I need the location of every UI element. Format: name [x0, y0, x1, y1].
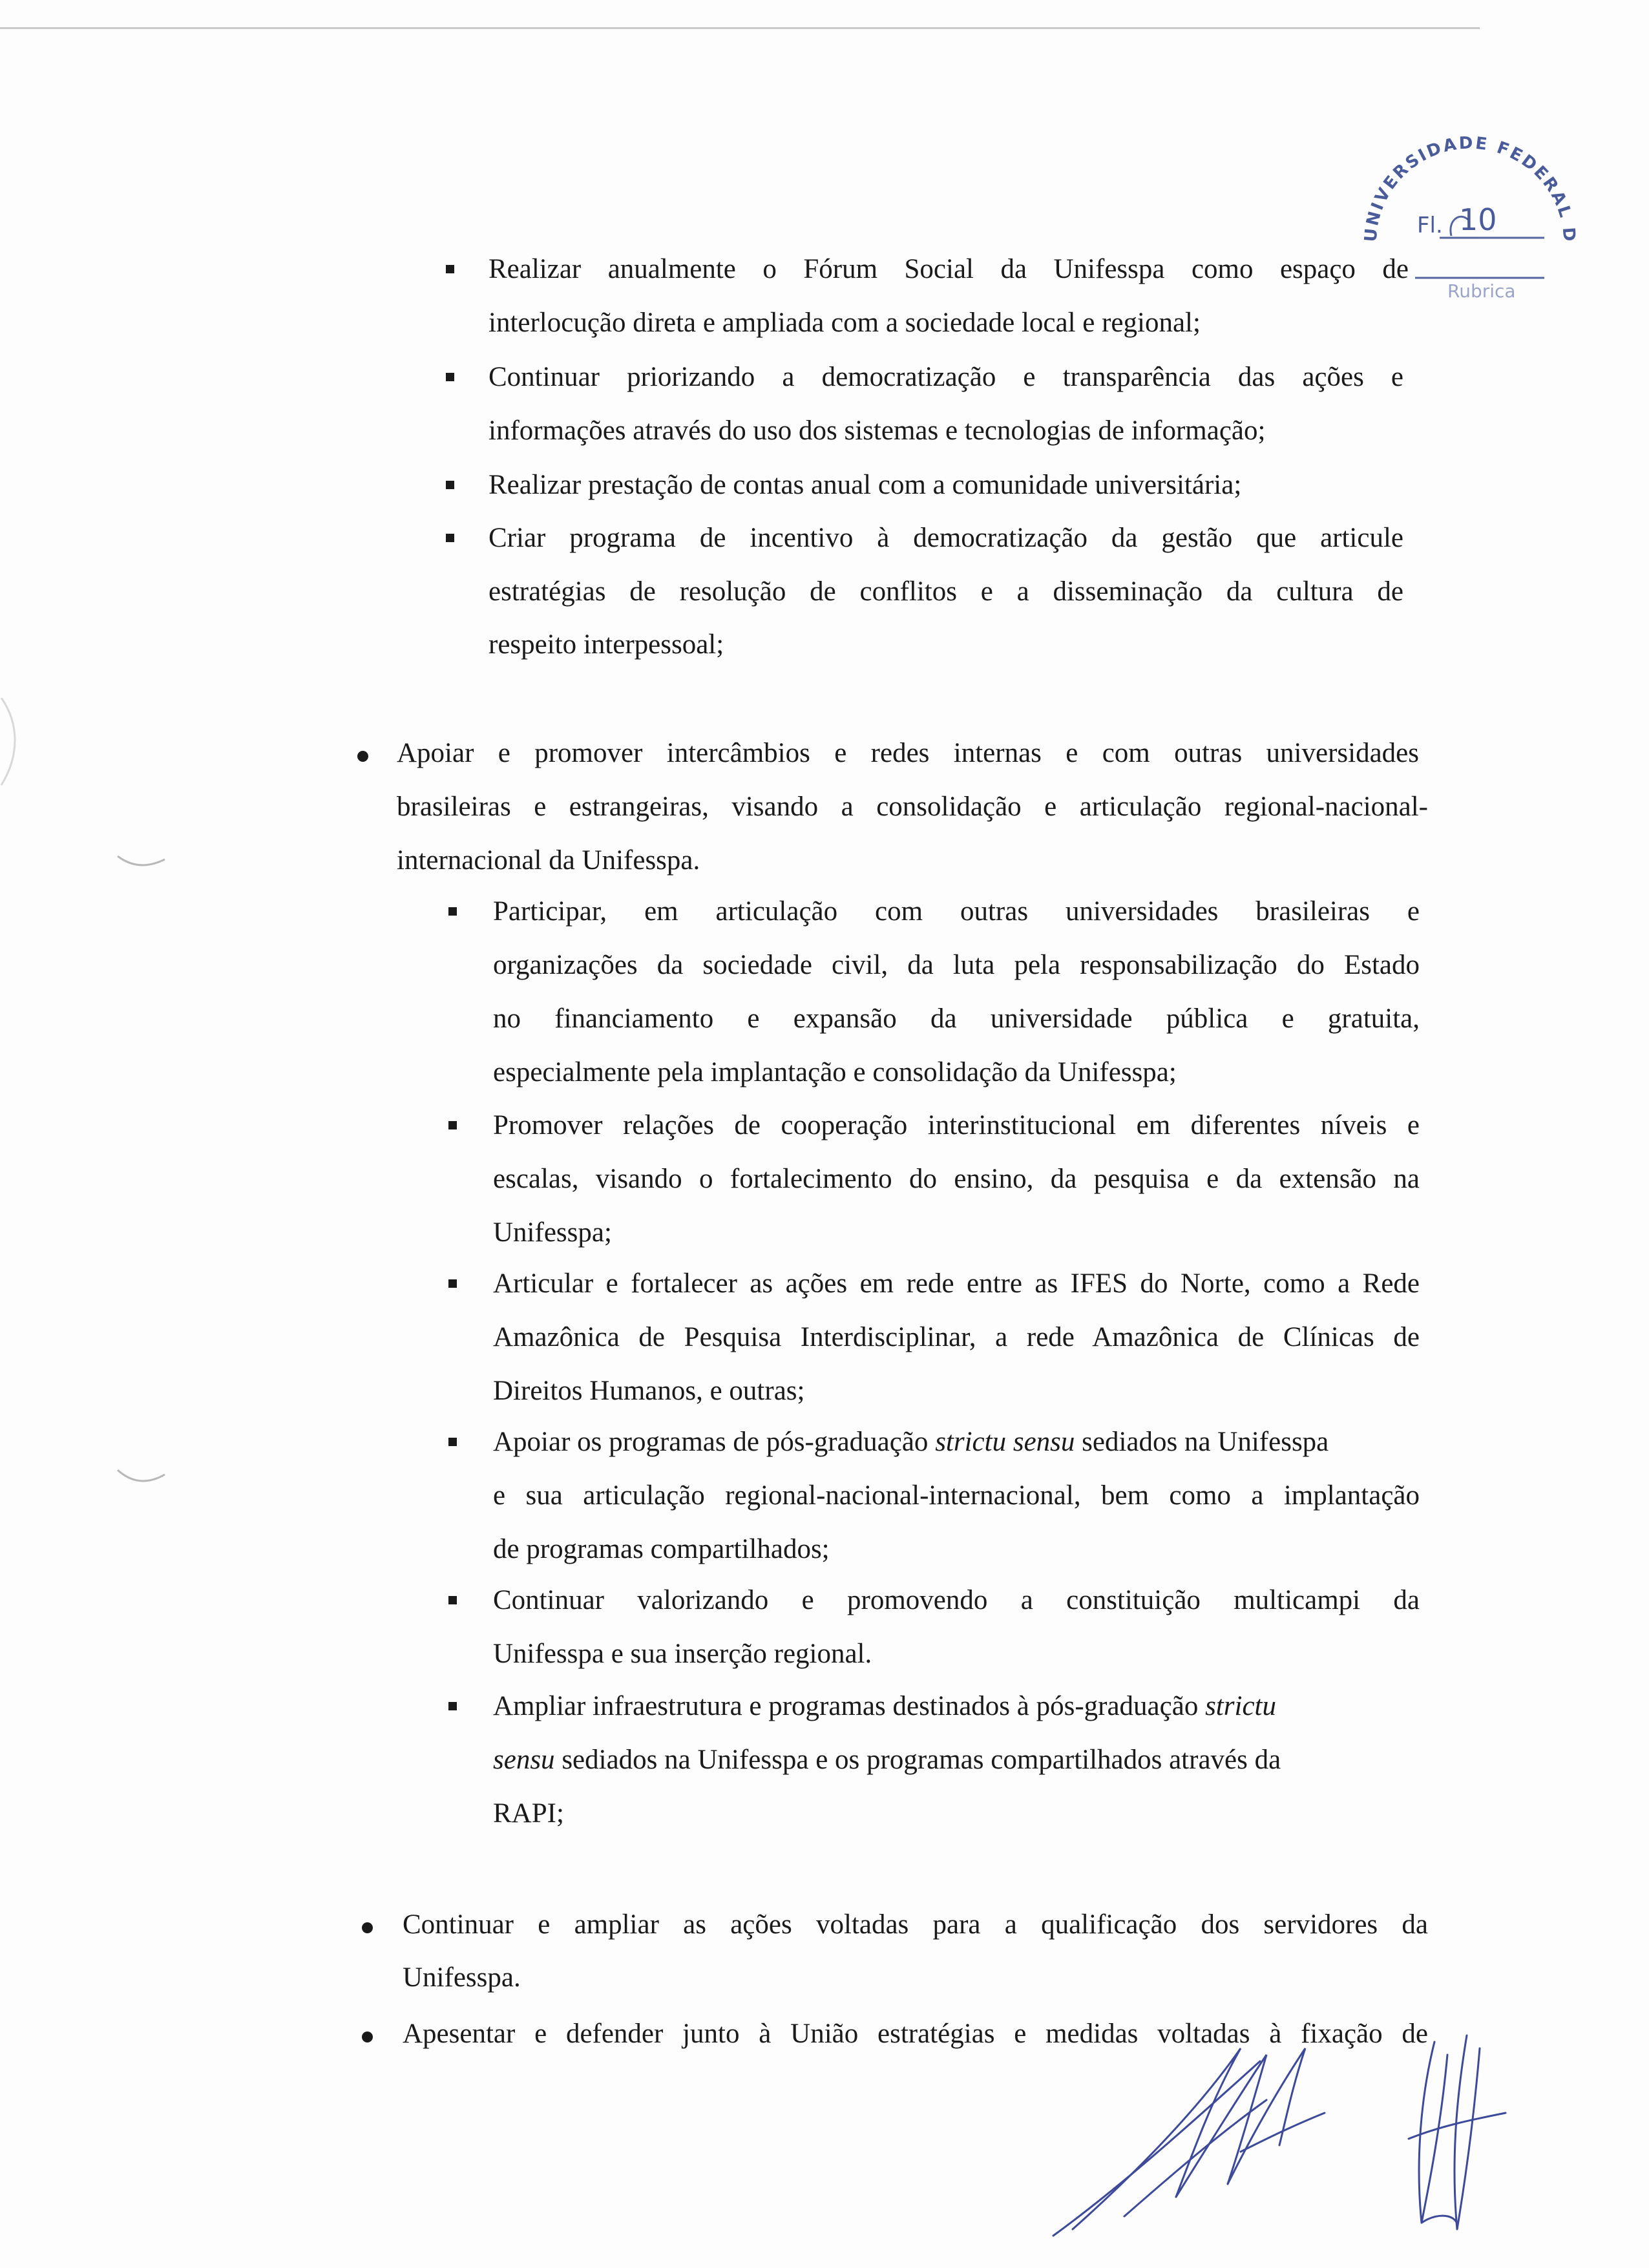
text-run: Apoiar os programas de pós-graduação	[493, 1427, 936, 1457]
square-bullet-icon	[446, 265, 454, 273]
list-item-line: Continuar valorizando e promovendo a constituição multicampi da	[493, 1585, 1420, 1615]
list-item-line: Realizar prestação de contas anual com a comunidade universitária;	[488, 470, 1242, 500]
square-bullet-icon	[446, 373, 454, 381]
list-item-line: e sua articulação regional-nacional-internacional, bem como a implantação	[493, 1480, 1420, 1511]
italic-term: strictu	[1205, 1691, 1276, 1721]
top-rule	[0, 27, 1480, 29]
list-item-line: Continuar priorizando a democratização e transparência das ações e	[488, 362, 1403, 392]
scan-mark-punch-1	[116, 853, 168, 872]
list-item-line: Realizar anualmente o Fórum Social da Unifesspa como espaço de	[488, 254, 1409, 284]
list-item-line: Promover relações de cooperação interinstitucional em diferentes níveis e	[493, 1110, 1420, 1140]
stamp-text: UNIVERSIDADE FEDERAL D	[1361, 133, 1579, 244]
folio-label: Fl.	[1417, 213, 1443, 238]
list-item-line: no financiamento e expansão da universidade pública e gratuita,	[493, 1003, 1420, 1034]
list-item-line: Unifesspa;	[493, 1217, 612, 1248]
round-bullet-icon	[362, 1922, 373, 1933]
scan-mark-punch-2	[116, 1467, 168, 1493]
list-item-line	[493, 1423, 1329, 1462]
list-item-line: Articular e fortalecer as ações em rede entre as IFES do Norte, como a Rede	[493, 1268, 1420, 1299]
signature-2	[1396, 2029, 1518, 2236]
scan-mark-left	[0, 698, 26, 788]
square-bullet-icon	[446, 534, 454, 542]
folio-number: 10	[1459, 202, 1497, 237]
goal-line: Continuar e ampliar as ações voltadas para a qualificação dos servidores da	[403, 1909, 1428, 1940]
square-bullet-icon	[448, 1279, 457, 1288]
list-item-line: informações através do uso dos sistemas e tecnologias de informação;	[488, 415, 1266, 446]
text-run: Ampliar infraestrutura e programas destinados à pós-graduação	[493, 1691, 1206, 1721]
square-bullet-icon	[448, 1438, 457, 1446]
square-bullet-icon	[446, 481, 454, 489]
signature-1	[1047, 2022, 1383, 2242]
list-item-line: interlocução direta e ampliada com a sociedade local e regional;	[488, 308, 1201, 338]
stamp-seal-icon	[1331, 103, 1609, 381]
text-run: sediados na Unifesspa	[1075, 1427, 1329, 1457]
list-item-line: estratégias de resolução de conflitos e a disseminação da cultura de	[488, 576, 1403, 607]
list-item-line	[493, 1741, 1281, 1780]
goal-line: Apesentar e defender junto à União estratégias e medidas voltadas à fixação de	[403, 2019, 1428, 2049]
list-item-line	[493, 1687, 1276, 1726]
list-item-line: RAPI;	[493, 1798, 564, 1829]
square-bullet-icon	[448, 1121, 457, 1129]
list-item-line: especialmente pela implantação e consolidação da Unifesspa;	[493, 1057, 1177, 1087]
rubrica-label: Rubrica	[1447, 280, 1516, 302]
list-item-line: Direitos Humanos, e outras;	[493, 1376, 805, 1406]
list-item-line: de programas compartilhados;	[493, 1534, 830, 1564]
text-run: sediados na Unifesspa e os programas compartilhados através da	[554, 1745, 1281, 1775]
square-bullet-icon	[448, 907, 457, 916]
protocol-stamp	[1331, 103, 1609, 381]
list-item-line: organizações da sociedade civil, da luta pela responsabilização do Estado	[493, 950, 1420, 980]
list-item-line: Unifesspa e sua inserção regional.	[493, 1639, 872, 1669]
round-bullet-icon	[362, 2032, 373, 2042]
round-bullet-icon	[357, 751, 368, 762]
italic-term: sensu	[493, 1745, 555, 1775]
list-item-line: Amazônica de Pesquisa Interdisciplinar, a rede Amazônica de Clínicas de	[493, 1322, 1420, 1352]
list-item-line: respeito interpessoal;	[488, 629, 724, 660]
goal-line: brasileiras e estrangeiras, visando a consolidação e articulação regional-nacional-	[397, 792, 1428, 822]
italic-term: strictu sensu	[935, 1427, 1075, 1457]
square-bullet-icon	[448, 1702, 457, 1710]
list-item-line: escalas, visando o fortalecimento do ensino, da pesquisa e da extensão na	[493, 1164, 1420, 1194]
goal-line: internacional da Unifesspa.	[397, 845, 700, 876]
list-item-line: Criar programa de incentivo à democratização da gestão que articule	[488, 523, 1403, 553]
goal-line: Unifesspa.	[403, 1962, 521, 1993]
goal-line: Apoiar e promover intercâmbios e redes internas e com outras universidades	[397, 738, 1419, 768]
svg-text:UNIVERSIDADE FEDERAL DO SUL E	[1331, 103, 1579, 244]
square-bullet-icon	[448, 1596, 457, 1604]
list-item-line: Participar, em articulação com outras universidades brasileiras e	[493, 896, 1420, 927]
